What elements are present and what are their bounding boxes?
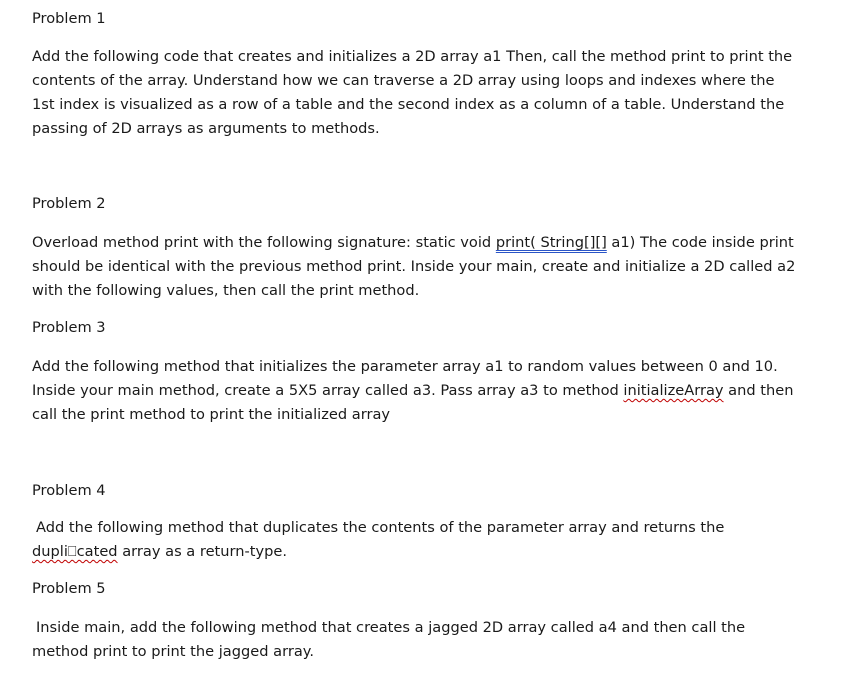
problem-5-line-1: Inside main, add the following method that creates a jagged 2D array called a4 and then call the [36,619,746,636]
problem-4-line-1: Add the following method that duplicates the contents of the parameter array and returns the [36,519,725,536]
problem-1-line-3: 1st index is visualized as a row of a table and the second index as a column of a table. Understand the [32,96,785,113]
problem-5-heading: Problem 5 [32,580,106,597]
problem-1-line-1: Add the following code that creates and initializes a 2D array a1 Then, call the method print to print the [32,48,793,65]
problem-4-line-2-end: array as a return-type. [117,543,288,560]
problem-2-line-1 [32,233,794,253]
problem-3-heading: Problem 3 [32,319,106,336]
problem-3-line-1: Add the following method that initializes the parameter array a1 to random values between 0 and 10. [32,358,778,375]
problem-5-line-2: method print to print the jagged array. [32,643,314,660]
problem-4-line-2 [32,542,287,562]
problem-2-line-1-start: Overload method print with the following signature: static void [32,234,496,251]
problem-3-line-3: call the print method to print the initialized array [32,406,391,423]
problem-3-line-2 [32,381,793,401]
problem-3-line-2-end: and then [723,382,794,399]
problem-2-line-3: with the following values, then call the print method. [32,282,420,299]
problem-3-line-2-start: Inside your main method, create a 5X5 array called a3. Pass array a3 to method [32,382,624,399]
spellcheck-marked-text: dupli⎕cated [32,543,118,560]
problem-1-line-2: contents of the array. Understand how we can traverse a 2D array using loops and indexes where the [32,72,775,89]
spellcheck-marked-text: initializeArray [623,382,724,399]
problem-4-heading: Problem 4 [32,482,106,499]
problem-2-line-2: should be identical with the previous method print. Inside your main, create and initialize a 2D called a2 [32,258,796,275]
grammar-marked-text: print( String[][] [495,234,607,251]
problem-1-line-4: passing of 2D arrays as arguments to methods. [32,120,380,137]
problem-1-heading: Problem 1 [32,10,106,27]
problem-2-line-1-end: a1) The code inside print [606,234,794,251]
problem-2-heading: Problem 2 [32,195,106,212]
